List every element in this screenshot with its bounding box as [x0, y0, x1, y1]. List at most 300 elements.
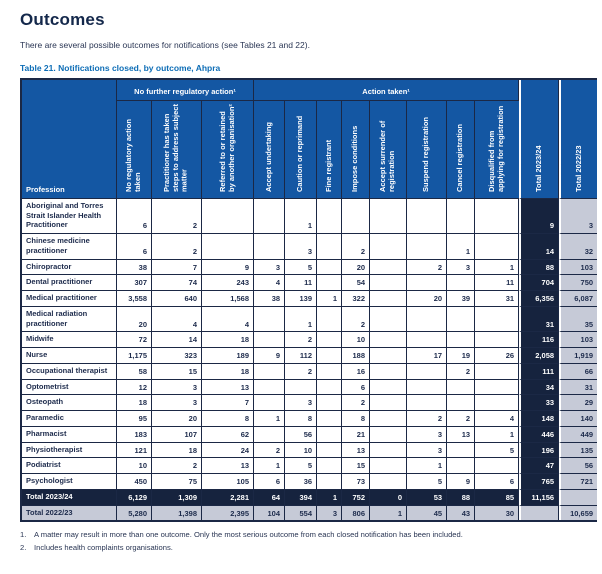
value-cell: 139: [285, 291, 317, 307]
table-body: [22, 199, 597, 521]
value-cell: 3: [152, 380, 202, 396]
value-cell: 307: [117, 275, 152, 291]
profession-cell: Optometrist: [22, 380, 117, 396]
value-cell: [447, 307, 475, 333]
value-cell: 1,175: [117, 348, 152, 364]
total-2023-24-cell: 47: [519, 458, 559, 474]
value-cell: 10: [285, 443, 317, 459]
value-cell: [254, 234, 285, 260]
profession-cell: Physiotherapist: [22, 443, 117, 459]
footnote-2: [20, 543, 594, 552]
total-2022-23-cell: [559, 490, 597, 506]
profession-cell: Dental practitioner: [22, 275, 117, 291]
value-cell: [370, 260, 407, 276]
value-cell: 20: [342, 260, 370, 276]
total-2023-24-cell: 148: [519, 411, 559, 427]
value-cell: 7: [152, 260, 202, 276]
footnote-1-text: A matter may result in more than one outcome. Only the most serious outcome from each closed notification has been included.: [34, 530, 463, 540]
value-cell: 6,129: [117, 490, 152, 506]
value-cell: 104: [254, 506, 285, 521]
total-2023-24-cell: 196: [519, 443, 559, 459]
value-cell: [407, 380, 447, 396]
value-cell: 2: [447, 411, 475, 427]
table-row: [22, 380, 597, 396]
value-cell: [342, 199, 370, 234]
value-cell: [370, 427, 407, 443]
total-2023-24-cell: 6,356: [519, 291, 559, 307]
value-cell: 3: [407, 443, 447, 459]
value-cell: [447, 380, 475, 396]
total-2023-24-cell: 33: [519, 395, 559, 411]
value-cell: 1: [317, 490, 342, 506]
value-cell: 189: [202, 348, 254, 364]
value-cell: [447, 332, 475, 348]
table-row: [22, 364, 597, 380]
total-2022-23-cell: 31: [559, 380, 597, 396]
value-cell: [407, 199, 447, 234]
column-header: Caution or reprimand: [285, 101, 317, 199]
value-cell: 1: [475, 427, 519, 443]
value-cell: 15: [152, 364, 202, 380]
value-cell: 18: [202, 332, 254, 348]
profession-cell: Midwife: [22, 332, 117, 348]
table-row: [22, 332, 597, 348]
value-cell: 2,281: [202, 490, 254, 506]
value-cell: 75: [152, 474, 202, 490]
value-cell: 2: [152, 234, 202, 260]
value-cell: 64: [254, 490, 285, 506]
value-cell: 6: [475, 474, 519, 490]
value-cell: 56: [285, 427, 317, 443]
profession-cell: Occupational therapist: [22, 364, 117, 380]
total-2022-23-cell: 103: [559, 260, 597, 276]
value-cell: 3: [285, 234, 317, 260]
value-cell: 1: [254, 458, 285, 474]
total-2022-23-cell: 103: [559, 332, 597, 348]
table-row: [22, 291, 597, 307]
value-cell: [202, 199, 254, 234]
page-title: Outcomes: [20, 10, 105, 29]
column-header: Suspend registration: [407, 101, 447, 199]
column-header: Referred to or retained by another organisation²: [202, 101, 254, 199]
value-cell: [370, 275, 407, 291]
value-cell: 5: [285, 260, 317, 276]
value-cell: 0: [370, 490, 407, 506]
value-cell: 2: [152, 199, 202, 234]
value-cell: 16: [342, 364, 370, 380]
value-cell: 322: [342, 291, 370, 307]
total-2023-24-cell: 446: [519, 427, 559, 443]
value-cell: [370, 234, 407, 260]
value-cell: [370, 380, 407, 396]
header-group-row: [22, 80, 597, 101]
value-cell: 3: [317, 506, 342, 521]
column-header: Impose conditions: [342, 101, 370, 199]
value-cell: [407, 332, 447, 348]
value-cell: [370, 411, 407, 427]
value-cell: 188: [342, 348, 370, 364]
profession-cell: Chiropractor: [22, 260, 117, 276]
value-cell: 88: [447, 490, 475, 506]
value-cell: 18: [202, 364, 254, 380]
value-cell: 38: [117, 260, 152, 276]
value-cell: 36: [285, 474, 317, 490]
value-cell: 13: [342, 443, 370, 459]
value-cell: [475, 380, 519, 396]
value-cell: 3: [152, 395, 202, 411]
value-cell: [317, 307, 342, 333]
value-cell: 11: [285, 275, 317, 291]
value-cell: [407, 234, 447, 260]
value-cell: 3: [254, 260, 285, 276]
value-cell: [370, 474, 407, 490]
value-cell: [447, 443, 475, 459]
value-cell: 554: [285, 506, 317, 521]
value-cell: [254, 307, 285, 333]
value-cell: 13: [202, 458, 254, 474]
profession-header: Profession: [22, 80, 117, 199]
value-cell: [370, 458, 407, 474]
value-cell: [317, 411, 342, 427]
value-cell: 3: [407, 427, 447, 443]
total-2023-24-cell: 111: [519, 364, 559, 380]
table-row: [22, 234, 597, 260]
footnote-2-number: 2.: [20, 543, 27, 553]
total-2023-24-cell: 2,058: [519, 348, 559, 364]
profession-cell: Paramedic: [22, 411, 117, 427]
column-header: Practitioner has taken steps to address subject matter: [152, 101, 202, 199]
value-cell: [254, 427, 285, 443]
group-header-action-taken: Action taken¹: [254, 80, 519, 101]
column-header: No regulatory action taken: [117, 101, 152, 199]
value-cell: 9: [202, 260, 254, 276]
value-cell: [475, 332, 519, 348]
value-cell: 13: [202, 380, 254, 396]
profession-cell: Medical practitioner: [22, 291, 117, 307]
value-cell: 2: [285, 332, 317, 348]
column-header: Accept undertaking: [254, 101, 285, 199]
total-2022-23-cell: 449: [559, 427, 597, 443]
value-cell: [407, 307, 447, 333]
total-2023-24-cell: 31: [519, 307, 559, 333]
value-cell: [317, 458, 342, 474]
total-2022-23-cell: 66: [559, 364, 597, 380]
value-cell: 11: [475, 275, 519, 291]
total-2023-24-cell: [519, 506, 559, 521]
value-cell: 58: [117, 364, 152, 380]
value-cell: 4: [152, 307, 202, 333]
total-2022-23-cell: 135: [559, 443, 597, 459]
value-cell: 74: [152, 275, 202, 291]
value-cell: [317, 474, 342, 490]
value-cell: [317, 234, 342, 260]
value-cell: [254, 332, 285, 348]
value-cell: [317, 395, 342, 411]
value-cell: 39: [447, 291, 475, 307]
value-cell: 4: [475, 411, 519, 427]
total-2022-23-cell: 750: [559, 275, 597, 291]
value-cell: 183: [117, 427, 152, 443]
value-cell: 2: [152, 458, 202, 474]
value-cell: [370, 307, 407, 333]
column-header: Fine registrant: [317, 101, 342, 199]
value-cell: 17: [407, 348, 447, 364]
value-cell: 62: [202, 427, 254, 443]
value-cell: [254, 380, 285, 396]
value-cell: 24: [202, 443, 254, 459]
total-2022-23-cell: 721: [559, 474, 597, 490]
value-cell: 112: [285, 348, 317, 364]
profession-cell: Medical radiation practitioner: [22, 307, 117, 333]
value-cell: 20: [407, 291, 447, 307]
value-cell: [475, 199, 519, 234]
value-cell: 6: [342, 380, 370, 396]
value-cell: 72: [117, 332, 152, 348]
value-cell: [407, 275, 447, 291]
value-cell: 1: [254, 411, 285, 427]
value-cell: [317, 380, 342, 396]
value-cell: 53: [407, 490, 447, 506]
value-cell: 10: [117, 458, 152, 474]
profession-cell: Osteopath: [22, 395, 117, 411]
notifications-outcome-table: [20, 78, 597, 522]
value-cell: 54: [342, 275, 370, 291]
total-row-label: Total 2022/23: [22, 506, 117, 521]
value-cell: 2: [447, 364, 475, 380]
footnote-2-text: Includes health complaints organisations.: [34, 543, 173, 553]
value-cell: [317, 443, 342, 459]
value-cell: 19: [447, 348, 475, 364]
value-cell: 2: [407, 260, 447, 276]
value-cell: [317, 260, 342, 276]
value-cell: 20: [152, 411, 202, 427]
value-cell: 121: [117, 443, 152, 459]
value-cell: [475, 458, 519, 474]
total-2022-23-cell: 29: [559, 395, 597, 411]
total-row-2023-24: [22, 490, 597, 506]
column-header: Accept surrender of registration: [370, 101, 407, 199]
column-header: Disqualified from applying for registration: [475, 101, 519, 199]
value-cell: 450: [117, 474, 152, 490]
value-cell: [407, 395, 447, 411]
total-2022-23-cell: 35: [559, 307, 597, 333]
value-cell: 2: [342, 395, 370, 411]
value-cell: 105: [202, 474, 254, 490]
profession-cell: Chinese medicine practitioner: [22, 234, 117, 260]
value-cell: 1: [370, 506, 407, 521]
value-cell: 5: [475, 443, 519, 459]
value-cell: 3: [285, 395, 317, 411]
data-table: [22, 80, 597, 520]
value-cell: 5,280: [117, 506, 152, 521]
value-cell: 85: [475, 490, 519, 506]
value-cell: 2,395: [202, 506, 254, 521]
total-2023-24-cell: 9: [519, 199, 559, 234]
value-cell: [447, 199, 475, 234]
table-row: [22, 427, 597, 443]
value-cell: [254, 395, 285, 411]
value-cell: 10: [342, 332, 370, 348]
total-2022-23-header: Total 2022/23: [559, 80, 597, 199]
total-2023-24-cell: 765: [519, 474, 559, 490]
value-cell: 18: [152, 443, 202, 459]
table-caption: Table 21. Notifications closed, by outcome, Ahpra: [20, 63, 221, 73]
value-cell: 1,398: [152, 506, 202, 521]
value-cell: [475, 395, 519, 411]
value-cell: 2: [254, 443, 285, 459]
value-cell: 9: [254, 348, 285, 364]
value-cell: [285, 380, 317, 396]
value-cell: 14: [152, 332, 202, 348]
value-cell: 2: [285, 364, 317, 380]
value-cell: [317, 427, 342, 443]
value-cell: [475, 364, 519, 380]
total-2022-23-cell: 32: [559, 234, 597, 260]
value-cell: 6: [117, 199, 152, 234]
table-row: [22, 458, 597, 474]
value-cell: 5: [407, 474, 447, 490]
total-2023-24-cell: 14: [519, 234, 559, 260]
value-cell: 13: [447, 427, 475, 443]
value-cell: 38: [254, 291, 285, 307]
value-cell: 806: [342, 506, 370, 521]
value-cell: [407, 364, 447, 380]
footnote-1: [20, 530, 594, 539]
value-cell: 1,568: [202, 291, 254, 307]
total-2022-23-cell: 3: [559, 199, 597, 234]
value-cell: 8: [285, 411, 317, 427]
value-cell: 2: [342, 234, 370, 260]
value-cell: 394: [285, 490, 317, 506]
table-row: [22, 275, 597, 291]
total-row-label: Total 2023/24: [22, 490, 117, 506]
value-cell: [447, 275, 475, 291]
value-cell: 243: [202, 275, 254, 291]
value-cell: [370, 348, 407, 364]
value-cell: 21: [342, 427, 370, 443]
value-cell: 752: [342, 490, 370, 506]
value-cell: [317, 275, 342, 291]
total-2023-24-cell: 704: [519, 275, 559, 291]
value-cell: [370, 199, 407, 234]
table-row: [22, 199, 597, 234]
value-cell: 73: [342, 474, 370, 490]
value-cell: 18: [117, 395, 152, 411]
value-cell: 5: [285, 458, 317, 474]
value-cell: 4: [202, 307, 254, 333]
value-cell: 4: [254, 275, 285, 291]
table-row: [22, 348, 597, 364]
value-cell: 12: [117, 380, 152, 396]
table-row: [22, 260, 597, 276]
value-cell: 1: [317, 291, 342, 307]
value-cell: 1: [407, 458, 447, 474]
value-cell: 15: [342, 458, 370, 474]
value-cell: 43: [447, 506, 475, 521]
total-2023-24-cell: 88: [519, 260, 559, 276]
value-cell: [475, 307, 519, 333]
total-2022-23-cell: 10,659: [559, 506, 597, 521]
footnotes: [20, 530, 594, 552]
table-row: [22, 474, 597, 490]
value-cell: [370, 291, 407, 307]
value-cell: 3,558: [117, 291, 152, 307]
value-cell: [370, 443, 407, 459]
value-cell: [317, 332, 342, 348]
table-header: [22, 80, 597, 199]
table-row: [22, 307, 597, 333]
value-cell: 1: [447, 234, 475, 260]
table-row: [22, 443, 597, 459]
value-cell: 1: [285, 307, 317, 333]
total-2022-23-cell: 6,087: [559, 291, 597, 307]
total-2022-23-cell: 1,919: [559, 348, 597, 364]
group-header-no-further-action: No further regulatory action¹: [117, 80, 254, 101]
table-row: [22, 411, 597, 427]
value-cell: 20: [117, 307, 152, 333]
value-cell: 7: [202, 395, 254, 411]
value-cell: [254, 364, 285, 380]
value-cell: [254, 199, 285, 234]
total-2023-24-cell: 34: [519, 380, 559, 396]
total-2023-24-cell: 11,156: [519, 490, 559, 506]
profession-cell: Aboriginal and Torres Strait Islander Health Practitioner: [22, 199, 117, 234]
value-cell: 31: [475, 291, 519, 307]
total-2022-23-cell: 140: [559, 411, 597, 427]
value-cell: 30: [475, 506, 519, 521]
value-cell: 6: [254, 474, 285, 490]
value-cell: 26: [475, 348, 519, 364]
value-cell: 2: [342, 307, 370, 333]
value-cell: 2: [407, 411, 447, 427]
value-cell: 45: [407, 506, 447, 521]
value-cell: [370, 395, 407, 411]
value-cell: [317, 364, 342, 380]
footnote-1-number: 1.: [20, 530, 27, 540]
value-cell: 8: [202, 411, 254, 427]
profession-cell: Podiatrist: [22, 458, 117, 474]
value-cell: 107: [152, 427, 202, 443]
value-cell: 323: [152, 348, 202, 364]
value-cell: [447, 395, 475, 411]
value-cell: [447, 458, 475, 474]
value-cell: [370, 332, 407, 348]
value-cell: [475, 234, 519, 260]
column-header: Cancel registration: [447, 101, 475, 199]
total-row-2022-23: [22, 506, 597, 521]
intro-text: There are several possible outcomes for notifications (see Tables 21 and 22).: [20, 40, 310, 50]
value-cell: 95: [117, 411, 152, 427]
value-cell: 9: [447, 474, 475, 490]
value-cell: [317, 199, 342, 234]
profession-cell: Pharmacist: [22, 427, 117, 443]
value-cell: [317, 348, 342, 364]
total-2022-23-cell: 56: [559, 458, 597, 474]
profession-cell: Nurse: [22, 348, 117, 364]
value-cell: 3: [447, 260, 475, 276]
value-cell: 6: [117, 234, 152, 260]
table-row: [22, 395, 597, 411]
value-cell: 8: [342, 411, 370, 427]
value-cell: [202, 234, 254, 260]
value-cell: [370, 364, 407, 380]
value-cell: 1: [285, 199, 317, 234]
total-2023-24-cell: 116: [519, 332, 559, 348]
value-cell: 640: [152, 291, 202, 307]
total-2023-24-header: Total 2023/24: [519, 80, 559, 199]
profession-cell: Psychologist: [22, 474, 117, 490]
value-cell: 1,309: [152, 490, 202, 506]
